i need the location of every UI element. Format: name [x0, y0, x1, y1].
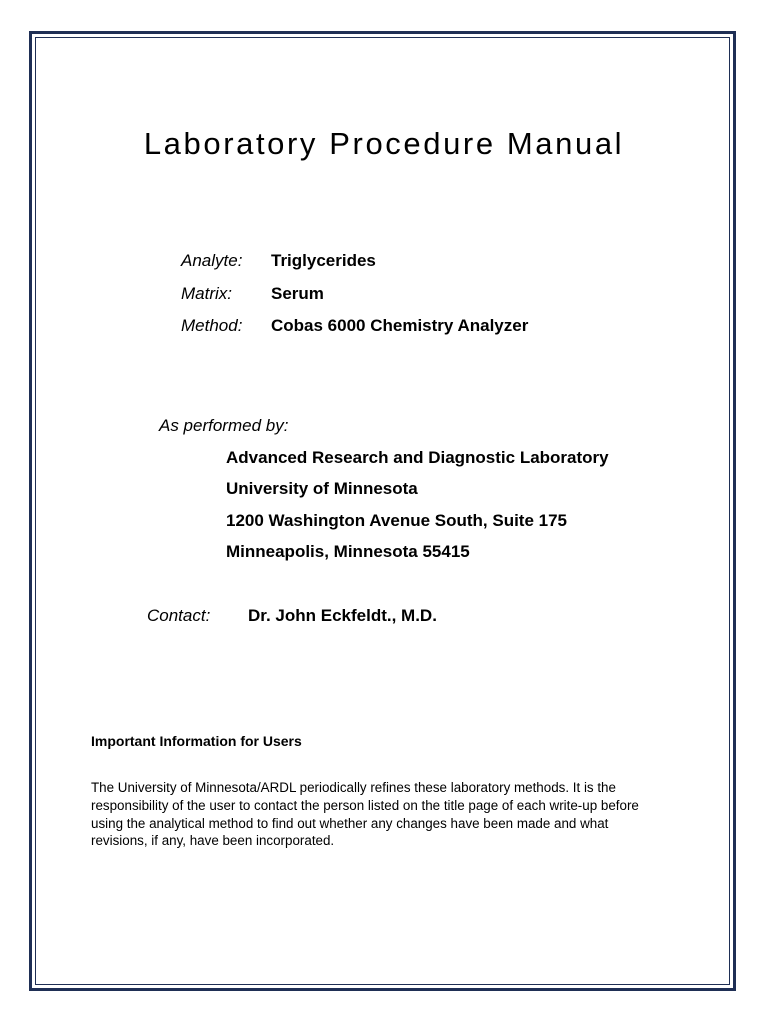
lab-name: Advanced Research and Diagnostic Laboratory	[226, 448, 609, 467]
info-heading: Important Information for Users	[91, 733, 302, 749]
contact-name: Dr. John Eckfeldt., M.D.	[248, 606, 437, 625]
document-title: Laboratory Procedure Manual	[143, 126, 625, 161]
matrix-label: Matrix:	[181, 284, 232, 303]
lab-street-address: 1200 Washington Avenue South, Suite 175	[226, 511, 568, 530]
lab-city-state-zip: Minneapolis, Minnesota 55415	[226, 542, 470, 561]
contact-label: Contact:	[147, 606, 211, 625]
lab-university: University of Minnesota	[226, 479, 418, 498]
analyte-value: Triglycerides	[271, 251, 376, 270]
analyte-label: Analyte:	[181, 251, 243, 270]
performed-by-label: As performed by:	[159, 416, 289, 435]
method-value: Cobas 6000 Chemistry Analyzer	[271, 316, 529, 335]
info-body	[91, 779, 681, 850]
matrix-value: Serum	[271, 284, 324, 303]
method-label: Method:	[181, 316, 243, 335]
info-body-line: responsibility of the user to contact the person listed on the title page of each write-up before	[91, 797, 639, 813]
info-body-line: revisions, if any, have been incorporated.	[91, 833, 335, 849]
info-body-line: The University of Minnesota/ARDL periodically refines these laboratory methods. It is the	[91, 780, 616, 795]
info-body-line: using the analytical method to find out whether any changes have been made and what	[91, 815, 609, 831]
